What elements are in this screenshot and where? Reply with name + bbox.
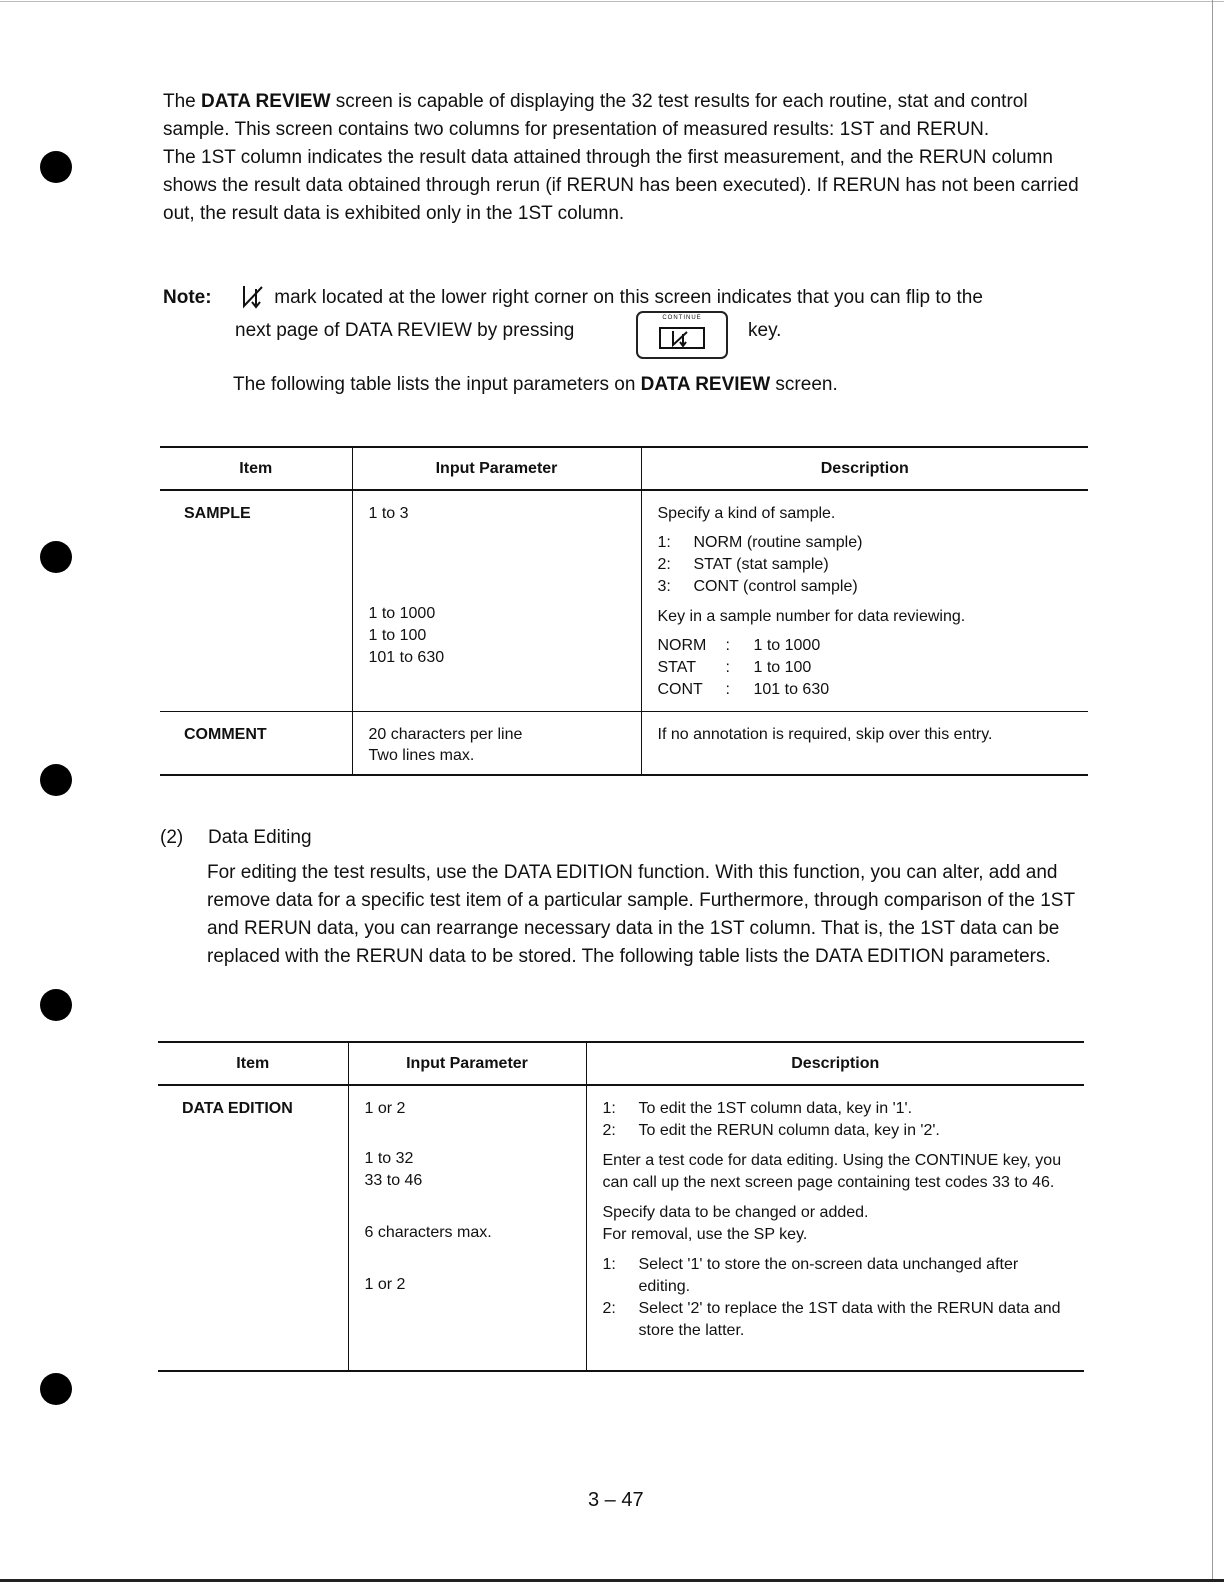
scan-bottom-edge xyxy=(0,1579,1224,1582)
row-param: 1 to 3 1 to 1000 1 to 100 101 to 630 xyxy=(352,490,641,712)
row-description: Specify a kind of sample. 1: NORM (routine sample) 2: STAT (stat sample) 3: CONT (control sample) Key in a sample number for data reviewing. NORM : 1 to 1000 STAT : 1 to 100 CONT : 101 to 630 xyxy=(641,490,1088,712)
note-label: Note: xyxy=(163,287,212,308)
paragraph-1: The DATA REVIEW screen is capable of displaying the 32 test results for each routine, stat and control sample. This screen contains two columns for presentation of measured results: 1ST and RERUN. xyxy=(163,91,1028,140)
row-param: 1 or 2 1 to 32 33 to 46 6 characters max. 1 or 2 xyxy=(348,1085,586,1371)
punch-hole xyxy=(40,989,72,1021)
continue-key xyxy=(636,311,728,359)
row-item: SAMPLE xyxy=(160,490,352,712)
row-description: If no annotation is required, skip over this entry. xyxy=(641,712,1088,776)
column-header-input-parameter: Input Parameter xyxy=(352,447,641,490)
column-header-item: Item xyxy=(158,1042,348,1085)
row-description: 1: To edit the 1ST column data, key in '1'. 2: To edit the RERUN column data, key in '2'. Enter a test code for data editing. Using the CONTINUE key, you can call up the next screen page containing test codes 33 to 46. Specify data to be changed or added. For removal, use the SP key. 1: Select '1' to store the on-screen data unchanged after editing. 2: Select '2' to replace the 1ST data with the RERUN data and store the latter. xyxy=(586,1085,1084,1371)
column-header-description: Description xyxy=(586,1042,1084,1085)
paragraph-2: The 1ST column indicates the result data attained through the first measurement, and the RERUN column shows the result data obtained through rerun (if RERUN has been executed). If RERUN has not been carried out, the result data is exhibited only in the 1ST column. xyxy=(163,147,1079,224)
note-line1: mark located at the lower right corner on this screen indicates that you can flip to the xyxy=(274,287,983,308)
section-body: For editing the test results, use the DATA EDITION function. With this function, you can alter, add and remove data for a specific test item of a particular sample. Furthermore, through comparison of the 1ST and RERUN data, you can rearrange necessary data in the 1ST column. That is, the 1ST data can be replaced with the RERUN data to be stored. The following table lists the DATA EDITION parameters. xyxy=(207,862,1075,967)
punch-hole xyxy=(40,151,72,183)
row-param: 20 characters per line Two lines max. xyxy=(352,712,641,776)
continue-arrow-icon xyxy=(240,283,266,309)
continue-key-icon xyxy=(659,327,705,349)
intro-paragraphs xyxy=(163,88,1098,228)
scan-right-edge xyxy=(1212,0,1213,1580)
data-review-table xyxy=(160,446,1088,776)
note-key-word: key. xyxy=(748,320,782,341)
table-row xyxy=(160,712,1088,776)
column-header-item: Item xyxy=(160,447,352,490)
table-row xyxy=(158,1085,1084,1371)
punch-hole xyxy=(40,1373,72,1405)
continue-key-label: CONTINUE xyxy=(662,315,702,321)
punch-hole xyxy=(40,764,72,796)
scan-top-edge xyxy=(0,1,1224,2)
data-edition-table xyxy=(158,1041,1084,1372)
row-item: DATA EDITION xyxy=(182,1100,293,1117)
table1-intro: The following table lists the input parameters on DATA REVIEW screen. xyxy=(233,374,838,395)
table-row xyxy=(160,490,1088,712)
row-item: COMMENT xyxy=(184,726,267,743)
column-header-input-parameter: Input Parameter xyxy=(348,1042,586,1085)
page-number: 3 – 47 xyxy=(588,1489,644,1511)
section-heading: (2) Data Editing xyxy=(160,827,312,848)
note xyxy=(163,283,1113,311)
note-line2: next page of DATA REVIEW by pressing xyxy=(235,320,575,341)
punch-hole xyxy=(40,541,72,573)
column-header-description: Description xyxy=(641,447,1088,490)
